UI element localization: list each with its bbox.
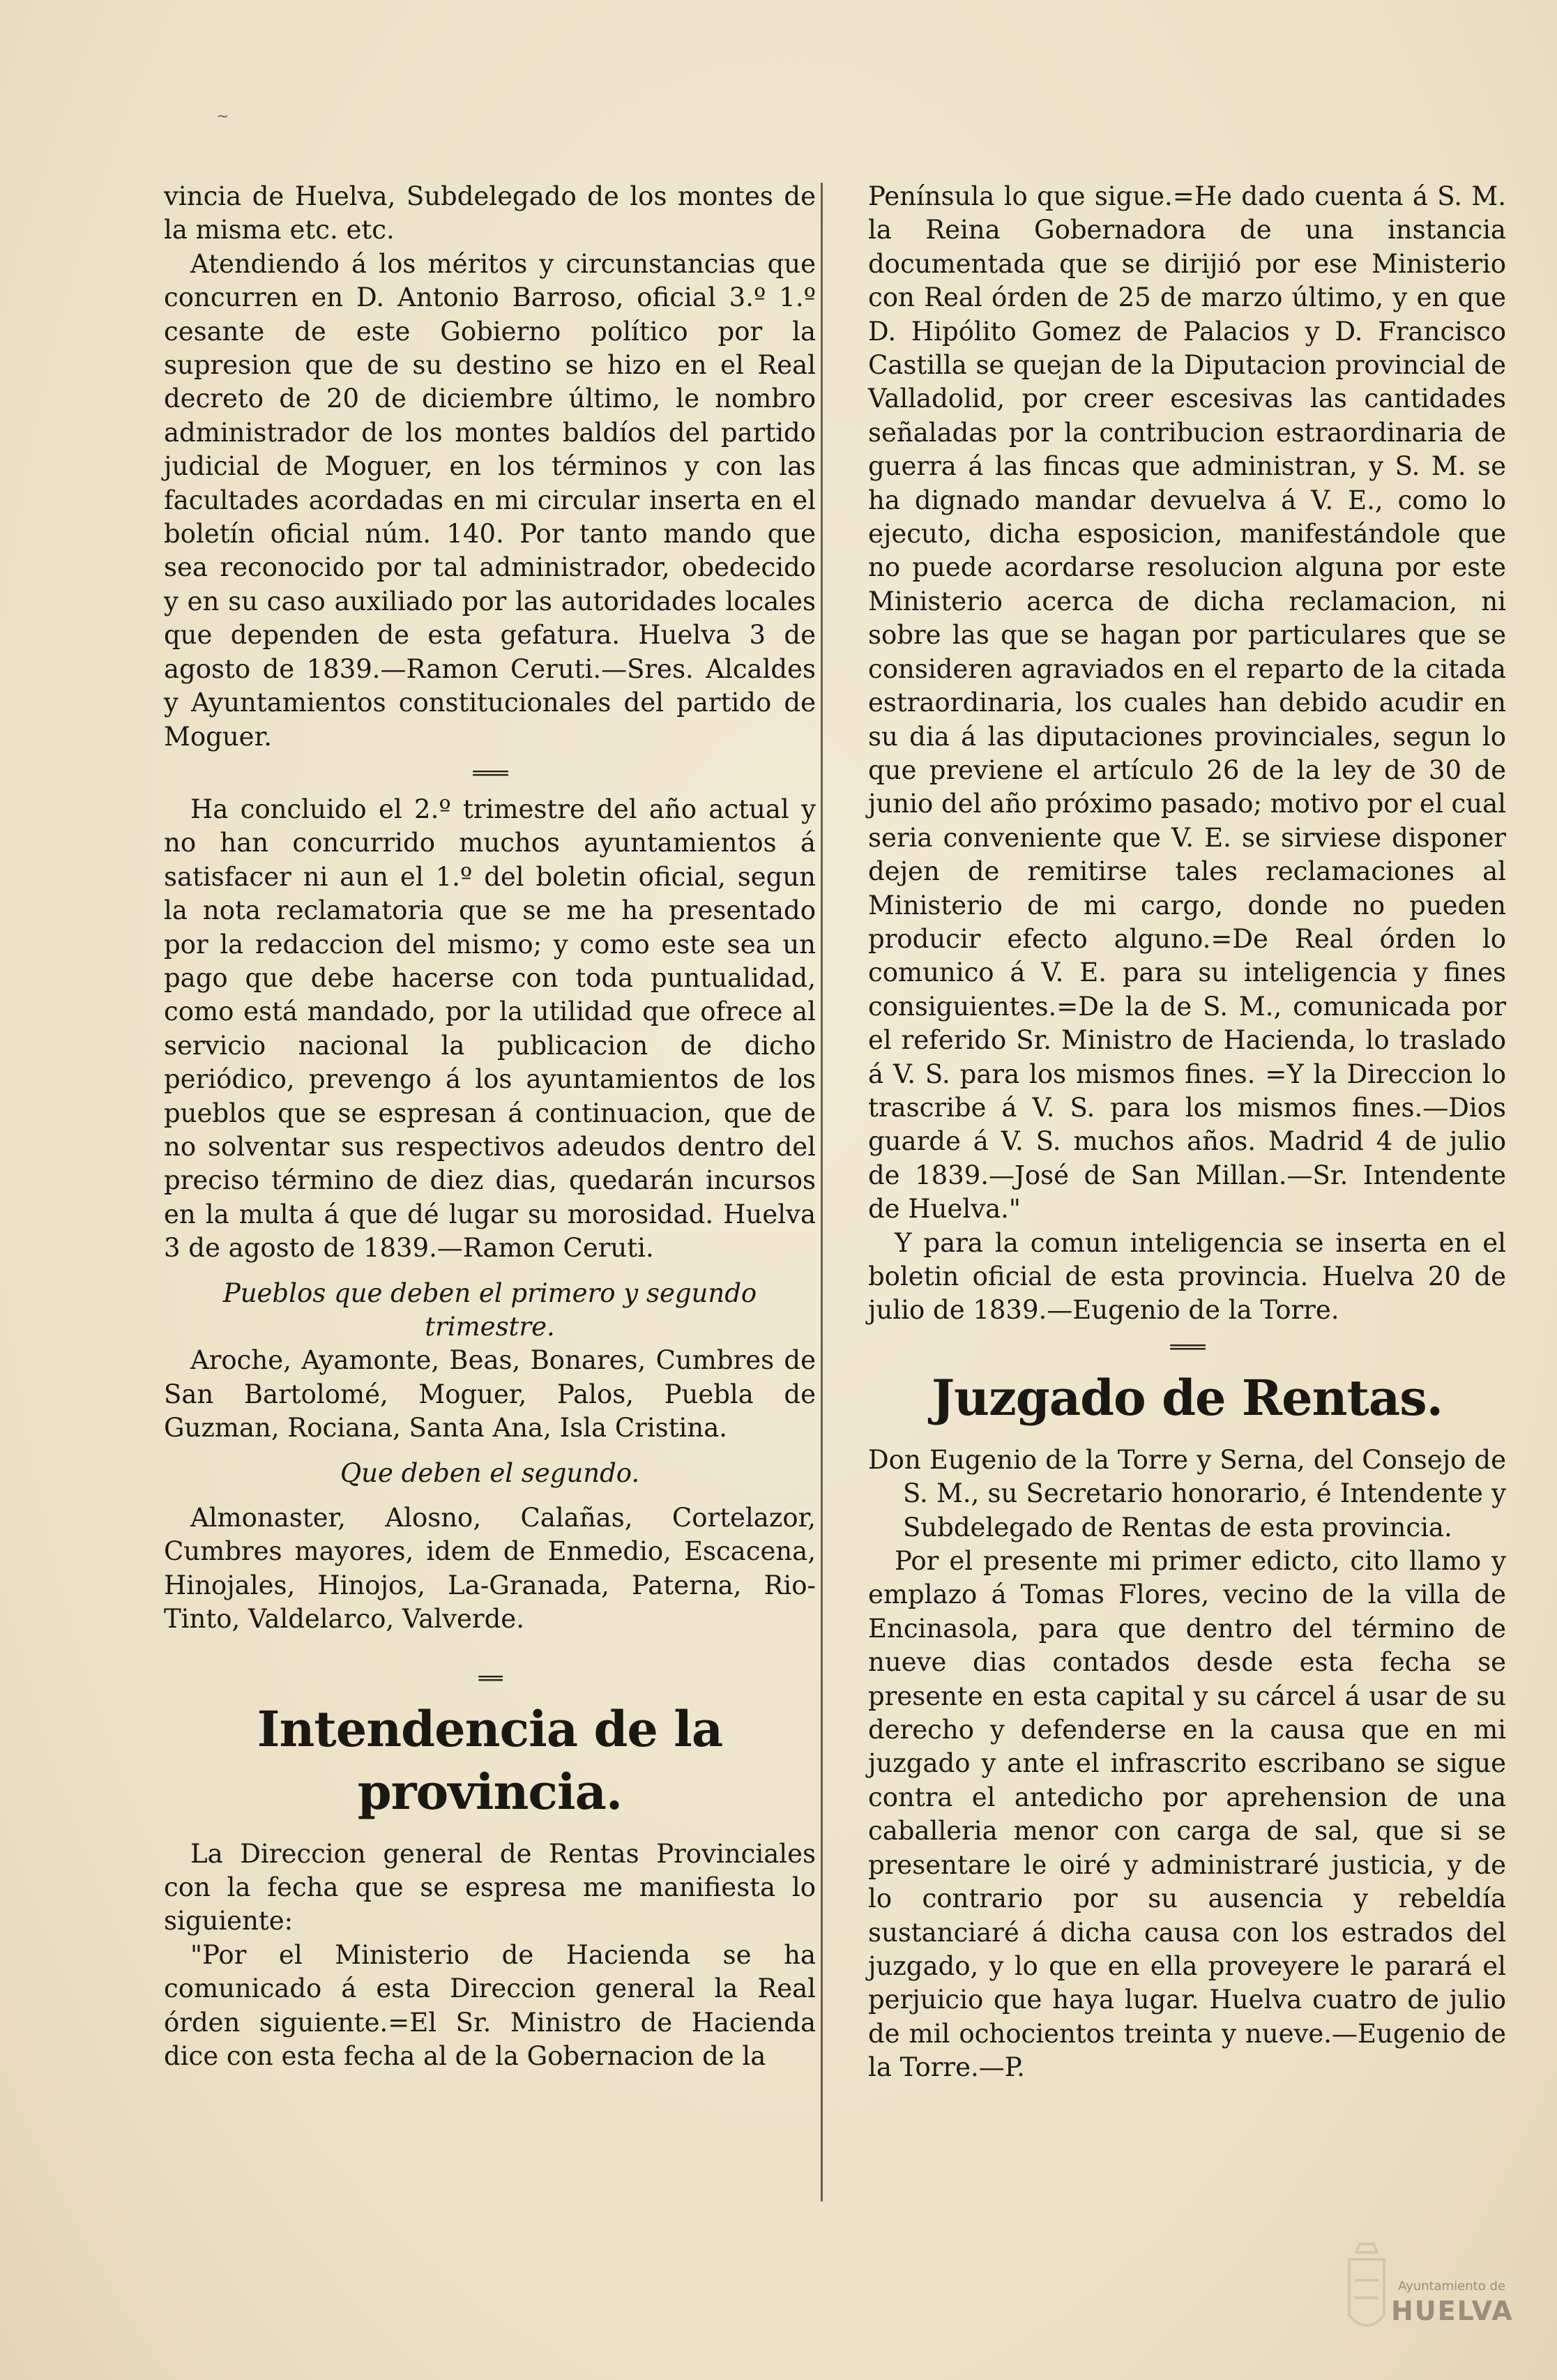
left-paragraph-2: Atendiendo á los méritos y circunstancias que concurren en D. Antonio Barroso, oficial 3.º 1.º cesante de este Gobierno político por la supresion que de su destino se hizo en el Real decreto de 20 de diciembre último, le nombro administrador de los montes baldíos del partido judicial de Moguer, en los términos y con las facultades acordadas en mi circular inserta en el boletín oficial núm. 140. Por tanto mando que sea reconocido por tal administrador, obedecido y en su caso auxiliado por las autoridades locales que dependen de esta gefatura. Huelva 3 de agosto de 1839.—Ramon Ceruti.—Sres. Alcaldes y Ayuntamientos constitucionales del partido de Moguer. [164, 248, 816, 752]
right-column [868, 180, 1506, 2085]
left-paragraph-7: "Por el Ministerio de Hacienda se ha comunicado á esta Direccion general la Real órden siguiente.=El Sr. Ministro de Hacienda dice con esta fecha al de la Gobernacion de la [164, 1939, 816, 2072]
section-heading-juzgado: Juzgado de Rentas. [932, 1368, 1443, 1427]
left-paragraph-5: Almonaster, Alosno, Calañas, Cortelazor, Cumbres mayores, idem de Enmedio, Escacena, Hinojales, Hinojos, La-Granada, Paterna, Rio-Tinto, Valdelarco, Valverde. [164, 1503, 816, 1635]
left-paragraph-4: Aroche, Ayamonte, Beas, Bonares, Cumbres de San Bartolomé, Moguer, Palos, Puebla de Guzman, Rociana, Santa Ana, Isla Cristina. [164, 1345, 816, 1443]
left-paragraph-3: Ha concluido el 2.º trimestre del año actual y no han concurrido muchos ayuntamientos á satisfacer ni aun el 1.º del boletin oficial, segun la nota reclamatoria que se me ha presentado por la redaccion del mismo; y como este sea un pago que debe hacerse con toda puntualidad, como está mandado, por la utilidad que ofrece al servicio nacional la publicacion de dicho periódico, prevengo á los ayuntamientos de los pueblos que se espresan á continuacion, que de no solventar sus respectivos adeudos dentro del preciso término de diez dias, quedarán incursos en la multa á que dé lugar su morosidad. Huelva 3 de agosto de 1839.—Ramon Ceruti. [164, 794, 816, 1264]
ornament-divider: ═══ [473, 761, 507, 786]
subheading-pueblos: Pueblos que deben el primero y segundo trimestre. [222, 1278, 757, 1342]
ornament-divider: ══ [478, 1666, 501, 1691]
watermark-big-text: HUELVA [1391, 2296, 1514, 2326]
section-heading-intendencia: Intendencia de la provincia. [257, 1699, 723, 1821]
right-paragraph-2: Y para la comun inteligencia se inserta en el boletin oficial de esta provincia. Huelva 20 de julio de 1839.—Eugenio de la Torre. [868, 1227, 1506, 1326]
left-paragraph-1: vincia de Huelva, Subdelegado de los montes de la misma etc. etc. [164, 181, 816, 245]
left-column [164, 180, 816, 2074]
corner-mark: ~ [216, 108, 229, 126]
subheading-segundo: Que deben el segundo. [340, 1457, 640, 1488]
right-paragraph-3: Don Eugenio de la Torre y Serna, del Consejo de S. M., su Secretario honorario, é Intendente y Subdelegado de Rentas de esta provincia. [868, 1444, 1506, 1543]
left-paragraph-6: La Direccion general de Rentas Provinciales con la fecha que se espresa me manifiesta lo siguiente: [164, 1838, 816, 1936]
right-paragraph-4: Por el presente mi primer edicto, cito llamo y emplazo á Tomas Flores, vecino de la villa de Encinasola, para que dentro del término de nueve dias contados desde esta fecha se presente en esta capital y su cárcel á usar de su derecho y defenderse en la causa que en mi juzgado y ante el infrascrito escribano se sigue contra el antedicho por aprehension de una caballeria menor con carga de sal, que si se presentare le oiré y administraré justicia, y de lo contrario por su ausencia y rebeldía sustanciaré á dicha causa con los estrados del juzgado, y lo que en ella proveyere le parará el perjuicio que haya lugar. Huelva cuatro de julio de mil ochocientos treinta y nueve.—Eugenio de la Torre.—P. [868, 1546, 1506, 2083]
column-divider [821, 183, 823, 2201]
watermark-small-text: Ayuntamiento de [1398, 2279, 1505, 2294]
right-paragraph-1: Península lo que sigue.=He dado cuenta á S. M. la Reina Gobernadora de una instancia documentada que se dirijió por ese Ministerio con Real órden de 25 de marzo último, y en que D. Hipólito Gomez de Palacios y D. Francisco Castilla se quejan de la Diputacion provincial de Valladolid, por creer escesivas las cantidades señaladas por la contribucion estraordinaria de guerra á las fincas que administran, y S. M. se ha dignado mandar devuelva á V. E., como lo ejecuto, dicha esposicion, manifestándole que no puede acordarse resolucion alguna por este Ministerio acerca de dicha reclamacion, ni sobre las que se hagan por particulares que se consideren agraviados en el reparto de la citada estraordinaria, los cuales han debido acudir en su dia á las diputaciones provinciales, segun lo que previene el artículo 26 de la ley de 30 de junio del año próximo pasado; motivo por el cual seria conveniente que V. E. se sirviese disponer dejen de remitirse tales reclamaciones al Ministerio de mi cargo, donde no pueden producir efecto alguno.=De Real órden lo comunico á V. E. para su inteligencia y fines consiguientes.=De la de S. M., comunicada por el referido Sr. Ministro de Hacienda, lo traslado á V. S. para los mismos fines. =Y la Direccion lo trascribe á V. S. para los mismos fines.—Dios guarde á V. S. muchos años. Madrid 4 de julio de 1839.—José de San Millan.—Sr. Intendente de Huelva." [868, 181, 1506, 1225]
ornament-divider: ═══ [1170, 1335, 1204, 1360]
